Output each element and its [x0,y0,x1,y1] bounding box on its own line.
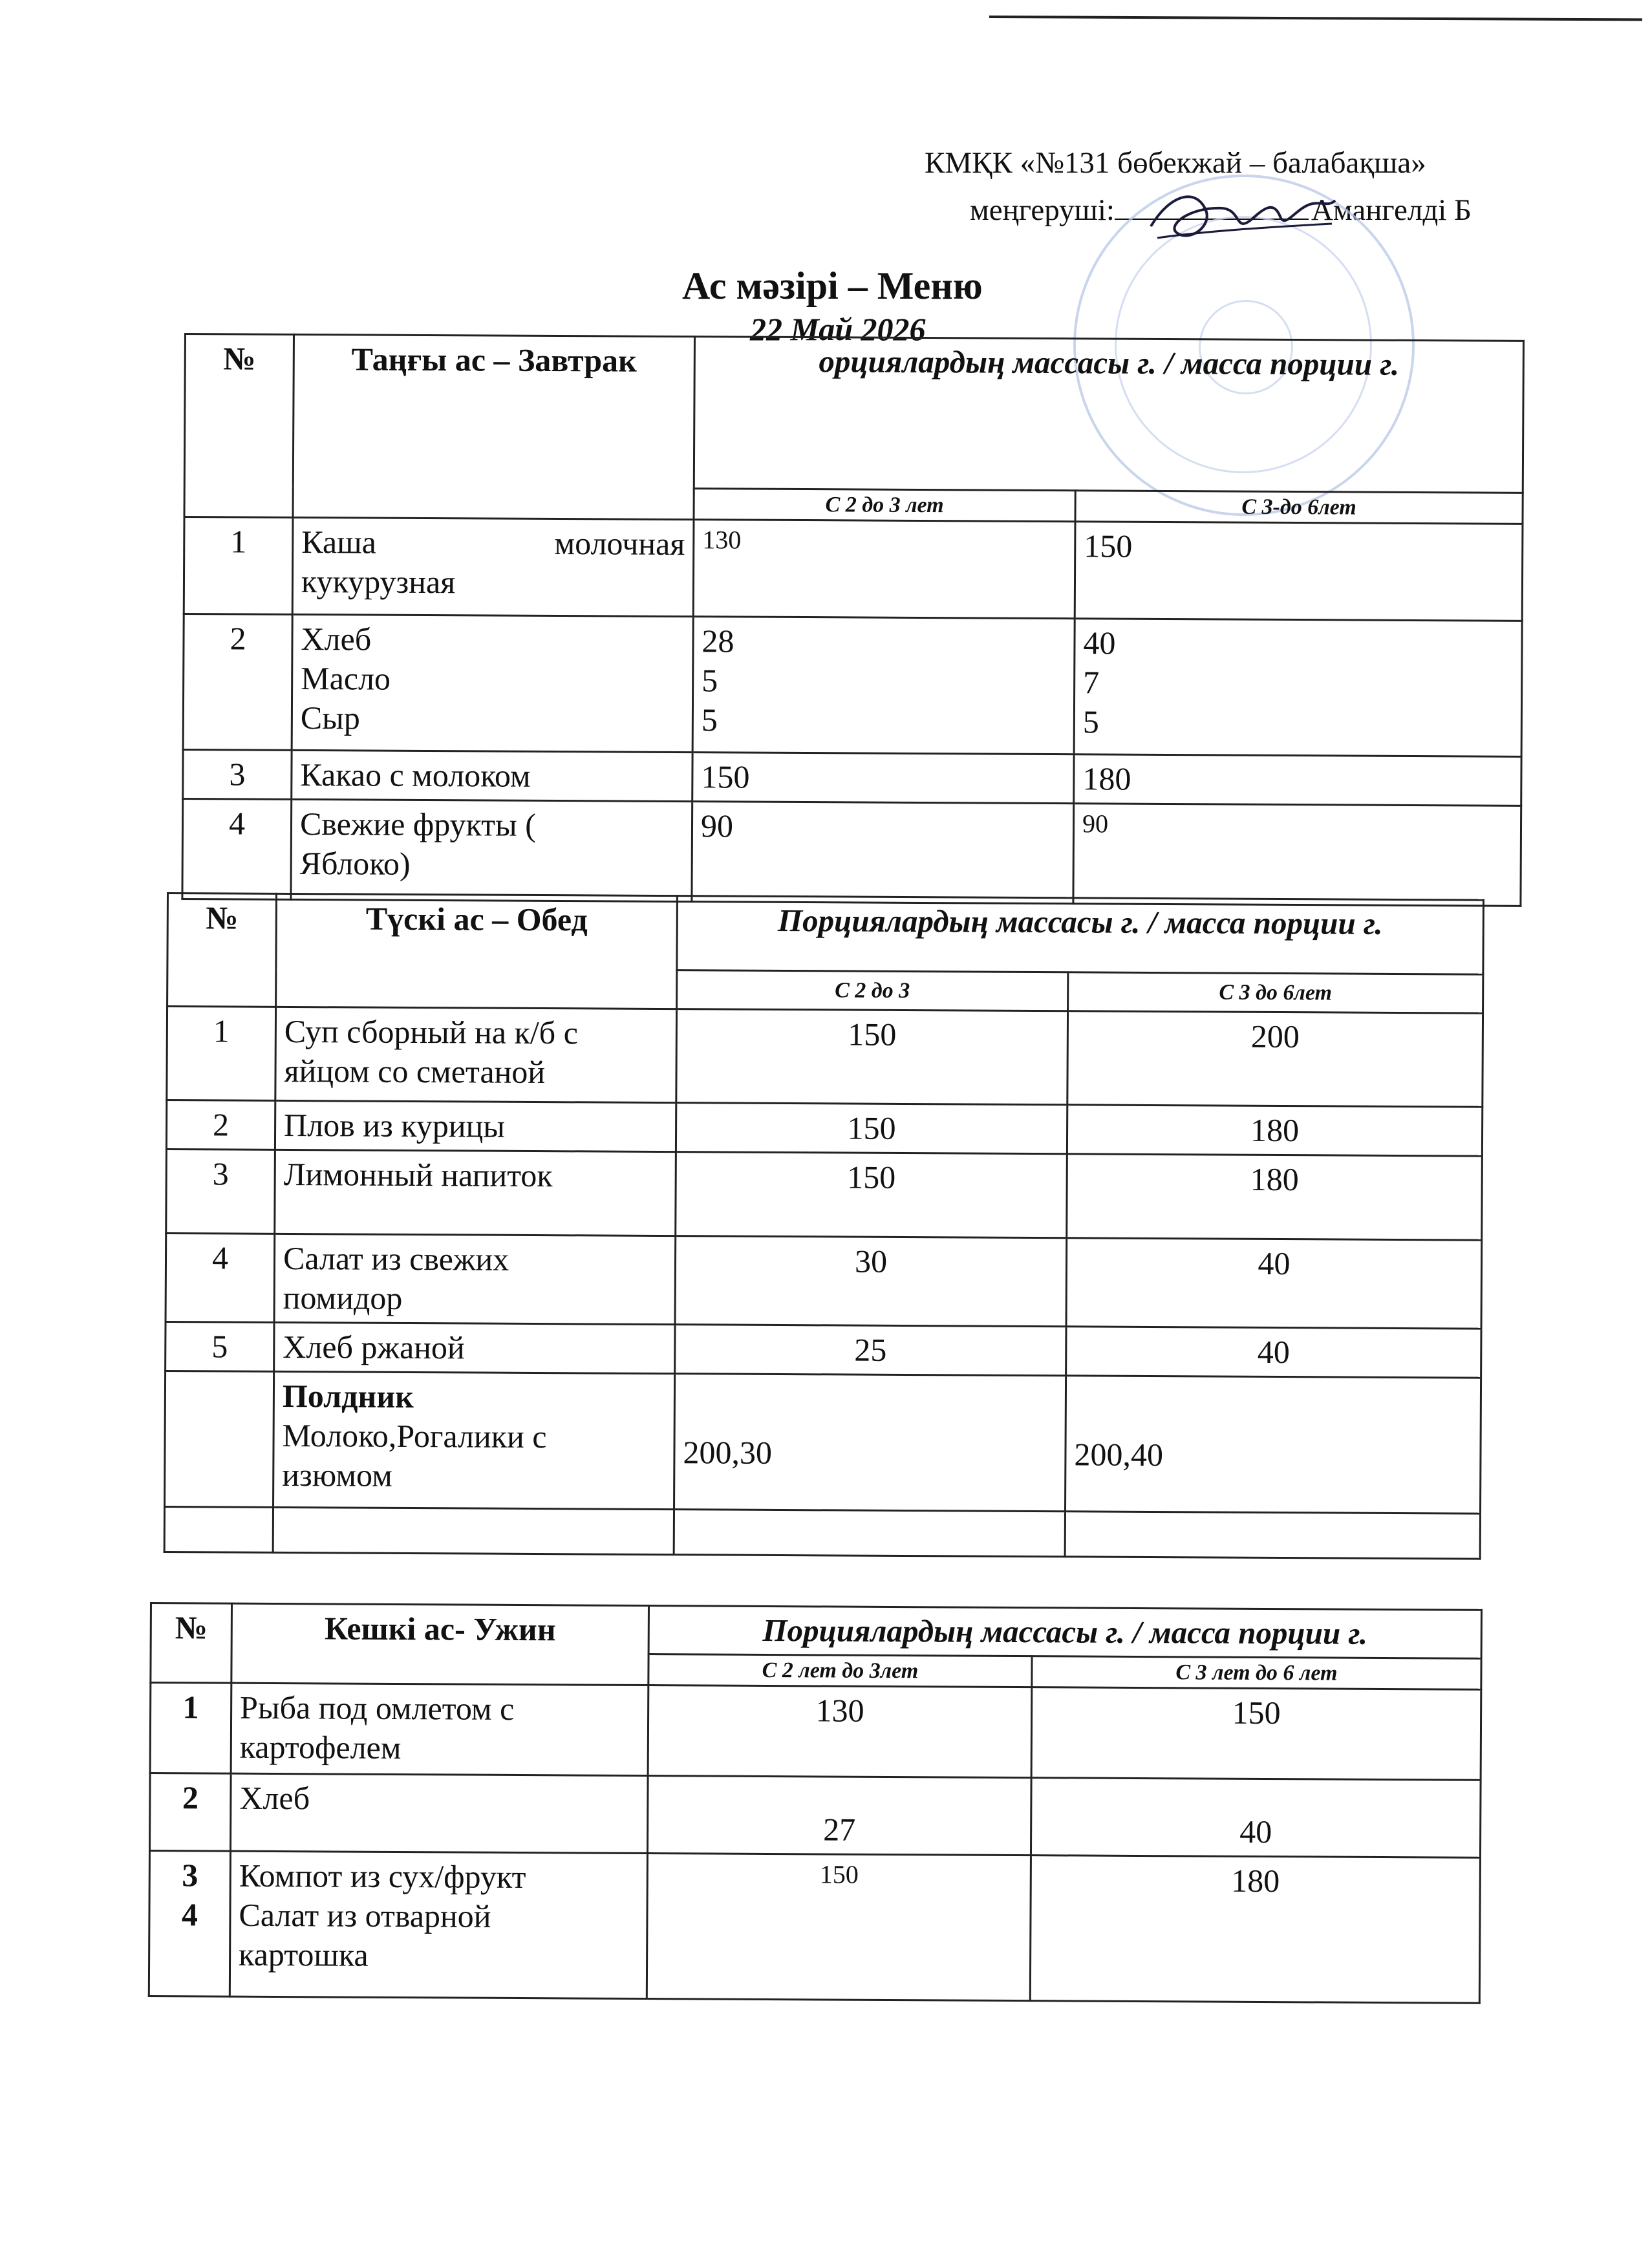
lunch-mass-header: Порциялардың массасы г. / масса порции г. [677,896,1484,975]
portion-value-1: 90 [692,802,1074,904]
portion-value-2: 40 [1031,1778,1481,1858]
dish-name: Компот из сух/фрукт Салат из отварной картошка [230,1852,647,1999]
portion-value-1: 150 [676,1009,1068,1105]
snack-title: Полдник [282,1377,414,1415]
lunch-table [164,892,1484,1560]
row-number: 1 [150,1683,231,1774]
table-row [166,1150,1483,1241]
dish-name: Хлеб Масло Сыр [292,615,693,753]
row-number: 4 [182,799,292,900]
table-row [164,1506,1480,1559]
table-row [166,1321,1481,1378]
breakfast-age-col-1: С 2 до 3 лет [694,489,1075,522]
row-number: 2 [166,1100,275,1150]
portion-value-1: 150 [647,1854,1031,2001]
row-number: 3 4 [149,1851,230,1997]
dish-name: Салат из свежих помидор [274,1234,676,1324]
portion-value-2: 40 [1066,1238,1482,1329]
lunch-meal-header: Түскі ас – Обед [276,893,678,1009]
portion-value-1: 25 [675,1325,1066,1376]
lunch-age-col-1: С 2 до 3 [677,970,1068,1011]
breakfast-age-col-2: С 3-до 6лет [1075,491,1523,524]
portion-value-2: 180 [1074,754,1521,806]
portion-value-2: 40 7 5 [1074,619,1522,757]
breakfast-num-header: № [184,334,294,518]
row-number: 2 [183,614,292,751]
table-row [150,1683,1481,1781]
snack-row [165,1371,1481,1514]
org-name: КМҚК «№131 бөбекжай – балабақша» [925,146,1426,180]
dish-name: Свежие фрукты ( Яблоко) [291,800,692,902]
dish-name: Суп сборный на к/б с яйцом со сметаной [275,1007,677,1102]
row-number: 5 [166,1321,274,1371]
table-row [166,1100,1482,1157]
portion-value-1: 150 [676,1152,1067,1238]
lunch-age-col-2: С 3 до 6лет [1068,972,1483,1013]
breakfast-mass-header: орциялардың массасы г. / масса порции г. [694,337,1523,493]
signature-icon [1144,181,1338,252]
dinner-num-header: № [151,1603,232,1684]
portion-value-2: 200,40 [1066,1376,1481,1514]
lunch-num-header: № [167,893,277,1007]
page-title: Ас мәзірі – Меню [682,264,983,307]
portion-value-2: 180 [1067,1154,1483,1240]
breakfast-table [181,333,1525,907]
manager-name: Амангелді Б [1311,193,1472,227]
portion-value-2: 180 [1030,1856,1480,2004]
row-number: 1 [167,1007,276,1101]
table-row [149,1851,1480,2004]
portion-value-2: 150 [1031,1687,1481,1781]
row-number: 4 [166,1234,275,1323]
portion-value-1: 150 [692,753,1074,804]
portion-value-1: 28 5 5 [692,617,1075,754]
row-number [165,1371,274,1507]
portion-value-1: 30 [675,1236,1067,1327]
menu-date: 22 Май 2026 [750,311,926,347]
breakfast-meal-header: Таңғы ас – Завтрак [293,334,694,520]
dinner-table [148,1602,1483,2004]
portion-value-1: 130 [693,520,1075,619]
table-row [183,750,1521,806]
portion-value-1: 150 [676,1103,1067,1154]
portion-value-2: 180 [1067,1105,1482,1156]
portion-value-1: 27 [647,1776,1031,1856]
dish-name: Хлеб ржаной [274,1322,675,1373]
scan-edge-line [989,16,1642,21]
row-number: 1 [184,517,293,615]
portion-value-2: 90 [1073,804,1521,906]
dish-name: Хлеб [230,1774,648,1854]
table-row [184,517,1523,621]
table-row [167,1007,1483,1107]
dish-name: Рыба под омлетом с картофелем [231,1684,648,1776]
table-row [166,1234,1482,1329]
portion-value-2: 200 [1067,1011,1483,1107]
portion-value-2: 40 [1066,1327,1481,1378]
row-number: 3 [166,1150,275,1234]
dinner-meal-header: Кешкі ас- Ужин [231,1603,649,1685]
table-row [149,1773,1481,1858]
dish-name: Каша молочная кукурузная [292,518,694,617]
table-row [182,799,1521,906]
row-number: 2 [149,1773,231,1852]
dinner-age-col-2: С 3 лет до 6 лет [1032,1656,1481,1690]
portion-value-1: 200,30 [674,1374,1066,1512]
table-row [183,614,1522,757]
dish-name: Лимонный напиток [275,1150,676,1236]
manager-label: меңгеруші: [970,193,1115,227]
dinner-age-col-1: С 2 лет до 3лет [648,1654,1032,1688]
dinner-mass-header: Порциялардың массасы г. / масса порции г. [648,1606,1481,1659]
portion-value-1: 130 [648,1685,1032,1778]
dish-name: Плов из курицы [275,1100,676,1151]
portion-value-2: 150 [1075,522,1523,621]
dish-name: Какао с молоком [292,751,692,802]
dish-name: Полдник Молоко,Рогалики с изюмом [273,1371,675,1509]
row-number: 3 [183,750,292,800]
